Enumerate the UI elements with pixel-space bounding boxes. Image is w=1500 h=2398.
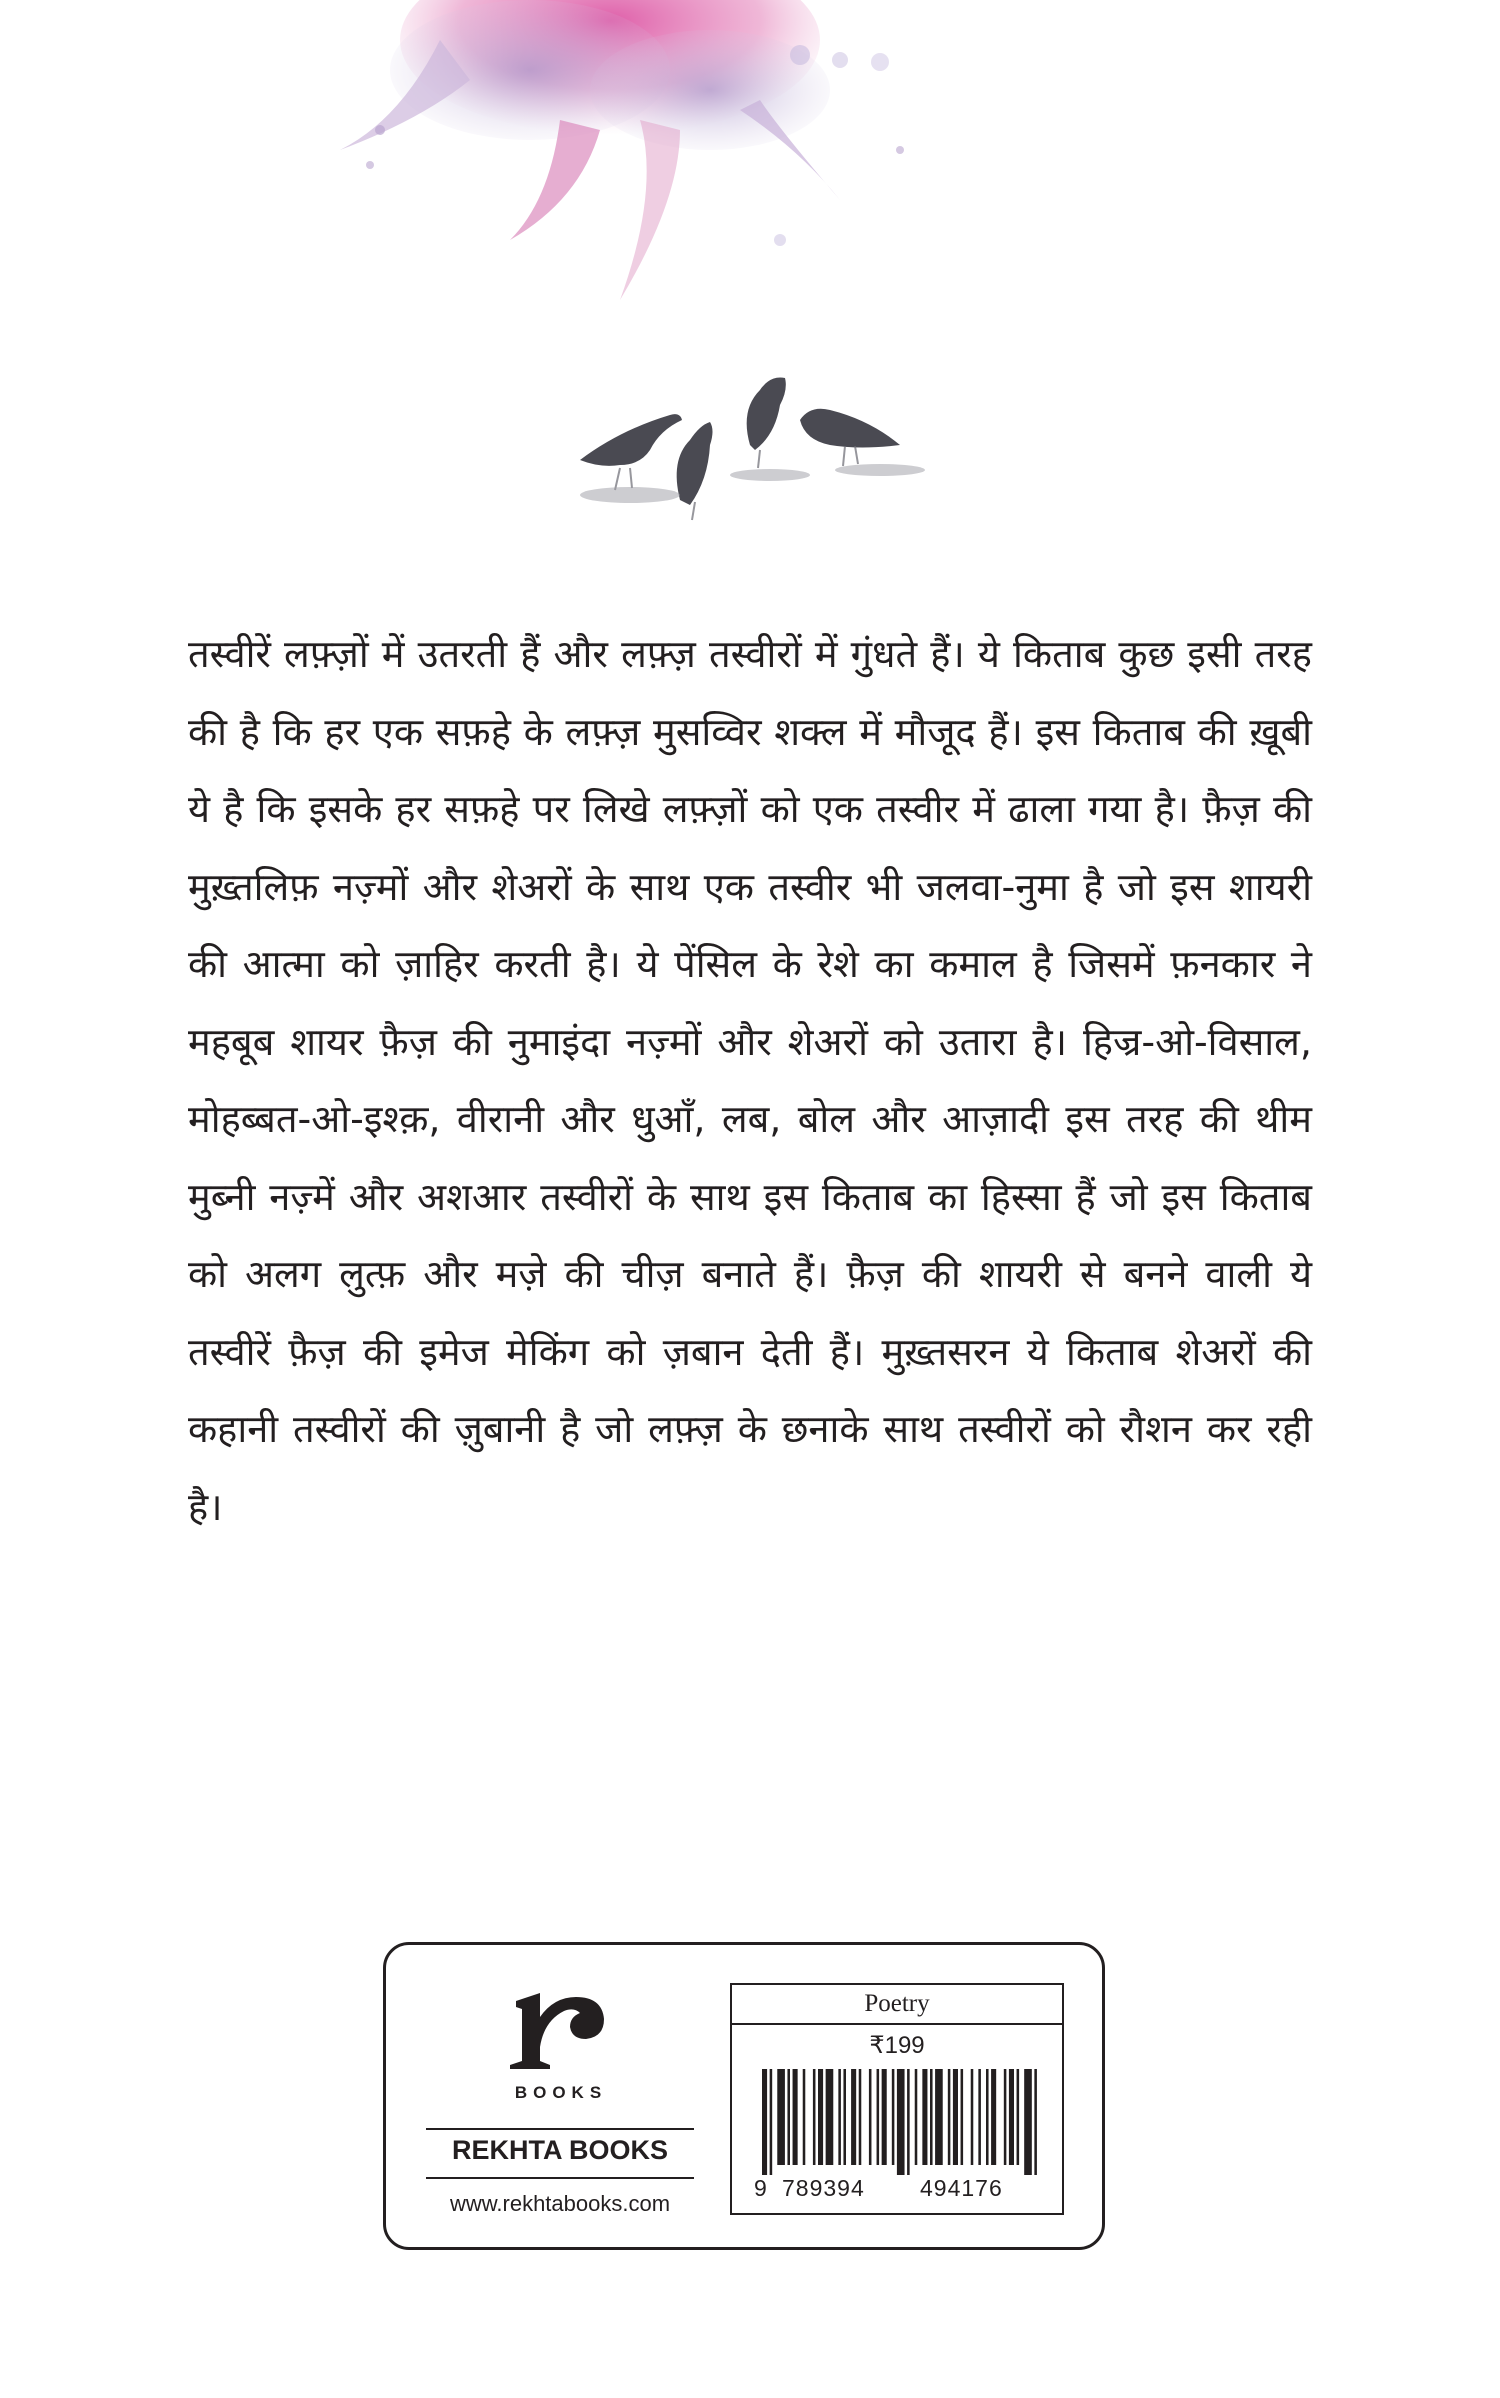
barcode-bar <box>843 2069 846 2165</box>
barcode-bar <box>787 2069 790 2165</box>
isbn-first-digit: 9 <box>754 2175 767 2201</box>
barcode-bar <box>991 2069 996 2165</box>
barcode-bar <box>897 2069 905 2175</box>
barcode-bar <box>770 2069 773 2175</box>
genre-label: Poetry <box>732 1985 1062 2025</box>
isbn-left-group: 789394 <box>782 2175 865 2201</box>
barcode-bar <box>813 2069 816 2165</box>
barcode-bar <box>915 2069 918 2165</box>
publisher-website: www.rekhtabooks.com <box>449 2191 671 2216</box>
barcode-bar <box>859 2069 862 2165</box>
barcode-bar <box>1034 2069 1037 2175</box>
barcode-bar <box>851 2069 856 2165</box>
barcode-bar <box>935 2069 943 2165</box>
pigeons-sketch-illustration <box>560 350 980 530</box>
barcode-bar <box>907 2069 910 2175</box>
barcode-bar <box>803 2069 806 2165</box>
divider <box>426 2128 694 2130</box>
barcode-bar <box>1024 2069 1032 2175</box>
books-label: BOOKS <box>514 2083 608 2102</box>
barcode-bar <box>948 2069 951 2165</box>
barcode-bar <box>762 2069 767 2175</box>
barcode-bar <box>818 2069 823 2165</box>
barcode-bar <box>877 2069 880 2165</box>
isbn-barcode <box>762 2069 1042 2175</box>
price-label: ₹199 <box>869 2032 925 2059</box>
publisher-info-box <box>383 1942 1105 2250</box>
barcode-bar <box>961 2069 964 2165</box>
barcode-bar <box>882 2069 887 2165</box>
barcode-panel <box>730 1983 1064 2215</box>
barcode-bar <box>930 2069 933 2165</box>
divider <box>426 2177 694 2179</box>
barcode-bar <box>838 2069 841 2165</box>
barcode-bar <box>986 2069 989 2165</box>
barcode-bar <box>793 2069 798 2165</box>
barcode-bar <box>1004 2069 1007 2165</box>
barcode-bar <box>1009 2069 1014 2165</box>
isbn-right-group: 494176 <box>920 2175 1003 2201</box>
barcode-bar <box>971 2069 974 2165</box>
barcode-bar <box>777 2069 785 2165</box>
back-cover-blurb: तस्वीरें लफ़्ज़ों में उतरती हैं और लफ़्ज़ तस्वीरों में गुंधते हैं। ये किताब कुछ इसी तरह की है कि हर एक सफ़हे के लफ़्ज़ मुसव्विर शक्ल में मौजूद हैं। इस किताब की ख़ूबी ये है कि इसके हर सफ़हे पर लिखे लफ़्ज़ों को एक तस्वीर में ढाला गया है। फ़ैज़ की मुख़्तलिफ़ नज़्मों और शेअरों के साथ एक तस्वीर भी जलवा-नुमा है जो इस शायरी की आत्मा को ज़ाहिर करती है। ये पेंसिल के रेशे का कमाल है जिसमें फ़नकार ने महबूब शायर फ़ैज़ की नुमाइंदा नज़्मों और शेअरों को उतारा है। हिज्र-ओ-विसाल, मोहब्बत-ओ-इश्क़, वीरानी और धुआँ, लब, बोल और आज़ादी इस तरह की थीम मुब्नी नज़्में और अशआर तस्वीरों के साथ इस किताब का हिस्सा हैं जो इस किताब को अलग लुत्फ़ और मज़े की चीज़ बनाते हैं। फ़ैज़ की शायरी से बनने वाली ये तस्वीरें फ़ैज़ की इमेज मेकिंग को ज़बान देती हैं। मुख़्तसरन ये किताब शेअरों की कहानी तस्वीरों की ज़ुबानी है जो लफ़्ज़ के छनाके साथ तस्वीरों को रौशन कर रही है। <box>188 632 1312 1529</box>
barcode-bar <box>978 2069 981 2165</box>
barcode-bar <box>953 2069 958 2165</box>
barcode-bar <box>892 2069 895 2165</box>
watercolor-splash-illustration <box>280 0 980 330</box>
publisher-name: REKHTA BOOKS <box>452 2135 668 2165</box>
barcode-bar <box>869 2069 872 2165</box>
barcode-bar <box>826 2069 834 2165</box>
barcode-bar <box>922 2069 927 2165</box>
rekhta-r-logo-icon <box>506 1989 616 2069</box>
barcode-bar <box>1017 2069 1020 2165</box>
